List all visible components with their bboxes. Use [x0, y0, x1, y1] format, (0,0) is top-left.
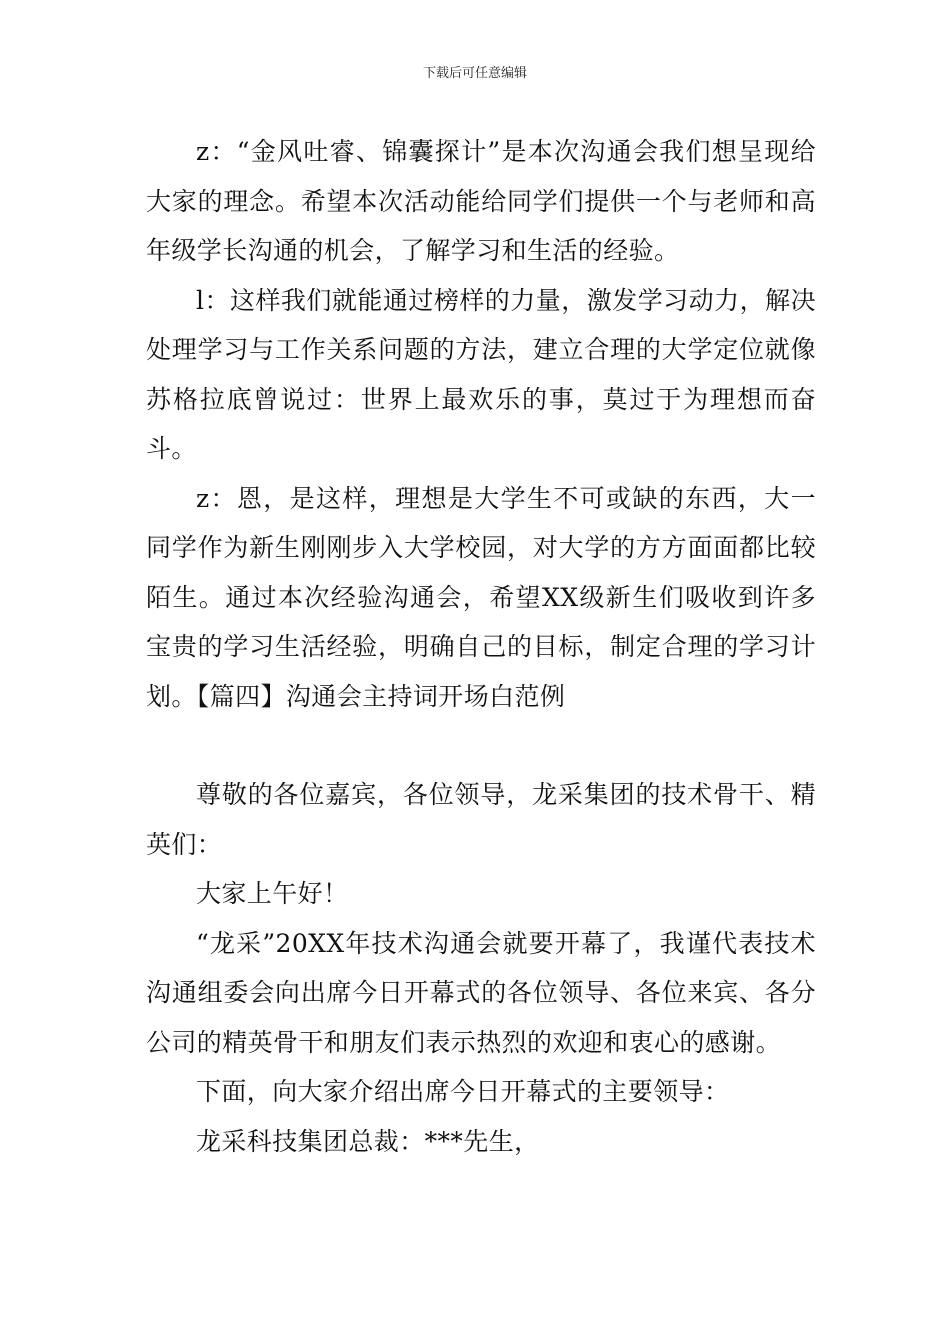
paragraph-2: l：这样我们就能通过榜样的力量，激发学习动力，解决处理学习与工作关系问题的方法，建立合理的大学定位就像苏格拉底曾说过：世界上最欢乐的事，莫过于为理想而奋斗。 [146, 285, 816, 463]
page-header: 下载后可任意编辑 [422, 66, 527, 81]
paragraph-6: “龙采”20XX年技术沟通会就要开幕了，我谨代表技术沟通组委会向出席今日开幕式的各位领导、各位来宾、各分公司的精英骨干和朋友们表示热烈的欢迎和衷心的感谢。 [146, 928, 816, 1057]
document-body [146, 127, 816, 1166]
paragraph-7: 下面，向大家介绍出席今日开幕式的主要领导： [196, 1077, 730, 1106]
paragraph-3: z：恩，是这样，理想是大学生不可或缺的东西，大一同学作为新生刚刚步入大学校园，对大学的方方面面都比较陌生。通过本次经验沟通会，希望XX级新生们吸收到许多宝贵的学习生活经验，明确自己的目标，制定合理的学习计划。【篇四】沟通会主持词开场白范例 [146, 483, 816, 711]
paragraph-5: 大家上午好！ [196, 879, 349, 908]
section-gap [146, 721, 816, 770]
paragraph-4: 尊敬的各位嘉宾，各位领导，龙采集团的技术骨干、精英们： [146, 780, 816, 859]
paragraph-1: z：“金风吐睿、锦囊探计”是本次沟通会我们想呈现给大家的理念。希望本次活动能给同学们提供一个与老师和高年级学长沟通的机会，了解学习和生活的经验。 [146, 137, 816, 265]
paragraph-8: 龙采科技集团总裁：***先生， [196, 1126, 540, 1156]
